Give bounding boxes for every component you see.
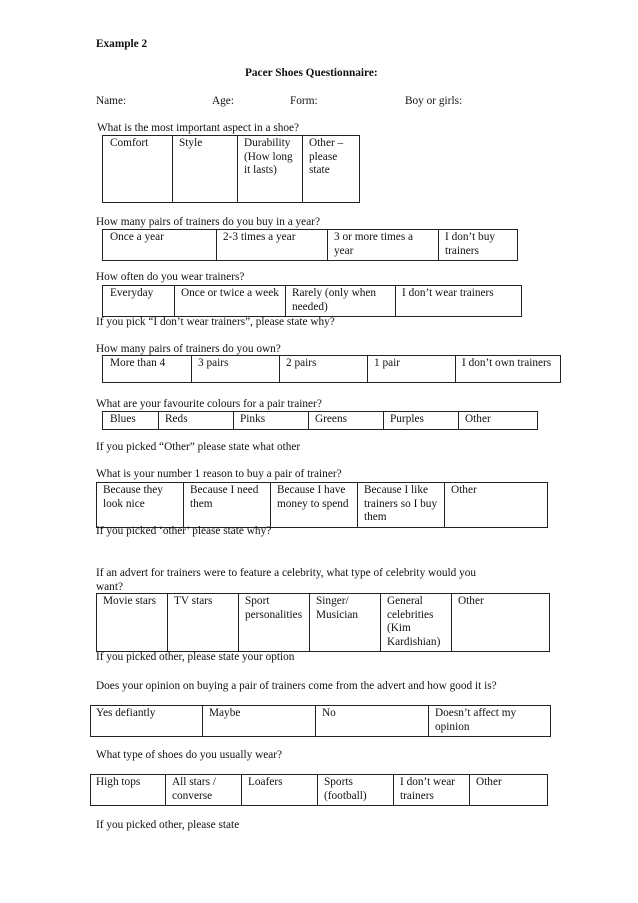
gender-label: Boy or girls:: [405, 95, 463, 107]
q6-option-look-nice[interactable]: Because they look nice: [97, 483, 184, 528]
q4-question: How many pairs of trainers do you own?: [96, 343, 281, 355]
q1-option-style[interactable]: Style: [173, 136, 238, 203]
q3-option-never[interactable]: I don’t wear trainers: [396, 286, 522, 317]
form-label: Form:: [290, 95, 318, 107]
q5-followup: If you picked “Other” please state what other: [96, 441, 301, 453]
q2-option-three-plus[interactable]: 3 or more times a year: [328, 230, 439, 261]
q5-option-blues[interactable]: Blues: [103, 412, 159, 430]
q5-question: What are your favourite colours for a pair trainer?: [96, 398, 322, 410]
q2-option-two-three[interactable]: 2-3 times a year: [217, 230, 328, 261]
name-label: Name:: [96, 95, 127, 107]
q9-option-other[interactable]: Other: [470, 775, 548, 806]
q9-followup: If you picked other, please state: [96, 819, 240, 831]
q9-option-high-tops[interactable]: High tops: [91, 775, 166, 806]
q9-option-sports[interactable]: Sports (football): [318, 775, 394, 806]
q3-option-everyday[interactable]: Everyday: [103, 286, 175, 317]
q7-option-sport[interactable]: Sport personalities: [239, 594, 310, 652]
q6-question: What is your number 1 reason to buy a pair of trainer?: [96, 468, 342, 480]
q7-question-line1: If an advert for trainers were to feature a celebrity, what type of celebrity would you: [96, 567, 477, 579]
q6-options-table: [96, 482, 548, 528]
q4-option-2-pairs[interactable]: 2 pairs: [280, 356, 368, 383]
q1-option-comfort[interactable]: Comfort: [103, 136, 173, 203]
q2-option-none[interactable]: I don’t buy trainers: [439, 230, 518, 261]
q1-options-table: [102, 135, 360, 203]
page-title: Pacer Shoes Questionnaire:: [245, 67, 378, 79]
q6-option-need-them[interactable]: Because I need them: [184, 483, 271, 528]
q7-question-line2: want?: [96, 581, 123, 593]
q1-option-other[interactable]: Other – please state: [303, 136, 360, 203]
q2-option-once[interactable]: Once a year: [103, 230, 217, 261]
q4-option-1-pair[interactable]: 1 pair: [368, 356, 456, 383]
q8-option-maybe[interactable]: Maybe: [203, 706, 316, 737]
age-label: Age:: [212, 95, 234, 107]
q4-option-more-than-4[interactable]: More than 4: [103, 356, 192, 383]
q5-option-greens[interactable]: Greens: [309, 412, 384, 430]
q6-option-other[interactable]: Other: [445, 483, 548, 528]
q9-options-table: [90, 774, 548, 806]
q9-question: What type of shoes do you usually wear?: [96, 749, 283, 761]
q5-options-table: [102, 411, 538, 430]
q3-option-once-twice[interactable]: Once or twice a week: [175, 286, 286, 317]
q8-options-table: [90, 705, 551, 737]
q9-option-dont-wear[interactable]: I don’t wear trainers: [394, 775, 470, 806]
q6-followup: If you picked ‘other’ please state why?: [96, 525, 272, 537]
q7-option-singer[interactable]: Singer/ Musician: [310, 594, 381, 652]
q2-options-table: [102, 229, 518, 261]
q9-option-loafers[interactable]: Loafers: [242, 775, 318, 806]
q7-followup: If you picked other, please state your option: [96, 651, 295, 663]
q8-option-no-effect[interactable]: Doesn’t affect my opinion: [429, 706, 551, 737]
q8-question: Does your opinion on buying a pair of trainers come from the advert and how good it is?: [96, 680, 497, 692]
q7-option-tv-stars[interactable]: TV stars: [168, 594, 239, 652]
q5-option-pinks[interactable]: Pinks: [234, 412, 309, 430]
q1-question: What is the most important aspect in a shoe?: [97, 122, 300, 134]
example-heading: Example 2: [96, 38, 148, 50]
q3-options-table: [102, 285, 522, 317]
q2-question: How many pairs of trainers do you buy in a year?: [96, 216, 320, 228]
q1-option-durability[interactable]: Durability (How long it lasts): [238, 136, 303, 203]
q6-option-have-money[interactable]: Because I have money to spend: [271, 483, 358, 528]
q8-option-no[interactable]: No: [316, 706, 429, 737]
q3-followup: If you pick “I don’t wear trainers”, please state why?: [96, 316, 335, 328]
q7-option-movie-stars[interactable]: Movie stars: [97, 594, 168, 652]
q6-option-like-trainers[interactable]: Because I like trainers so I buy them: [358, 483, 445, 528]
q3-option-rarely[interactable]: Rarely (only when needed): [286, 286, 396, 317]
q3-question: How often do you wear trainers?: [96, 271, 245, 283]
q8-option-yes[interactable]: Yes defiantly: [91, 706, 203, 737]
q5-option-other[interactable]: Other: [459, 412, 538, 430]
q4-option-none[interactable]: I don’t own trainers: [456, 356, 561, 383]
q7-options-table: [96, 593, 550, 652]
q4-options-table: [102, 355, 561, 383]
q9-option-all-stars[interactable]: All stars / converse: [166, 775, 242, 806]
q5-option-purples[interactable]: Purples: [384, 412, 459, 430]
q7-option-other[interactable]: Other: [452, 594, 550, 652]
q7-option-general[interactable]: General celebrities (Kim Kardishian): [381, 594, 452, 652]
q4-option-3-pairs[interactable]: 3 pairs: [192, 356, 280, 383]
q5-option-reds[interactable]: Reds: [159, 412, 234, 430]
